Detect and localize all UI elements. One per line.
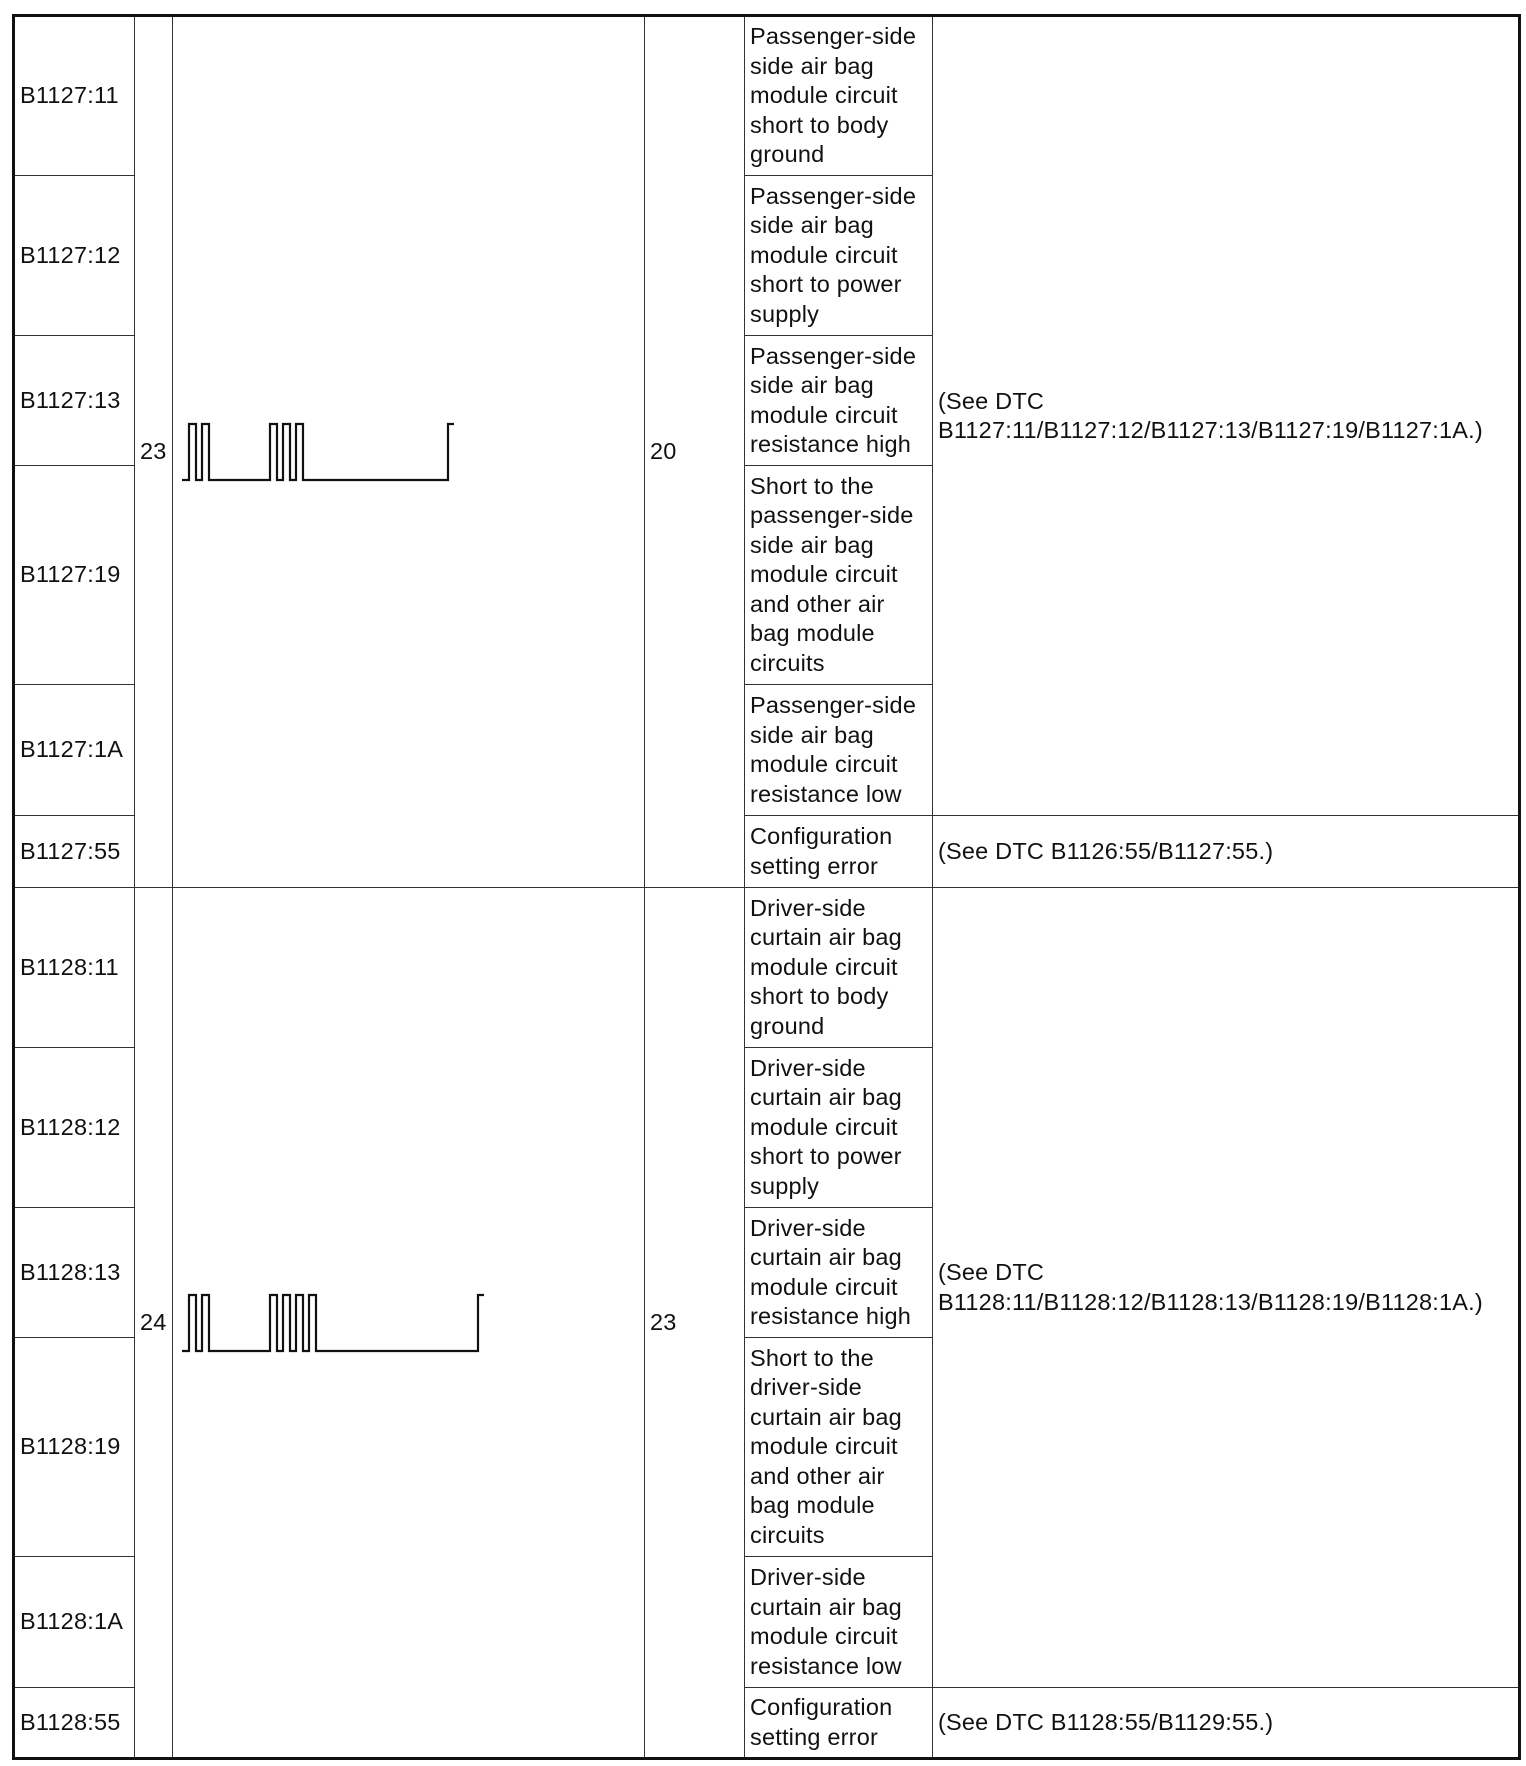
dtc-remark: (See DTC B1128:55/B1129:55.)	[933, 1688, 1520, 1759]
dtc-description: Driver-side curtain air bag module circuit short to body ground	[745, 888, 933, 1048]
dtc-code: B1128:19	[14, 1338, 135, 1557]
dtc-description: Passenger-side side air bag module circuit resistance high	[745, 336, 933, 466]
dtc-remark: (See DTC B1127:11/B1127:12/B1127:13/B1127:19/B1127:1A.)	[933, 16, 1520, 816]
table-row	[14, 16, 1520, 176]
dtc-number: 23	[645, 888, 745, 1759]
dtc-code: B1128:12	[14, 1048, 135, 1208]
dtc-description: Configuration setting error	[745, 1688, 933, 1759]
dtc-code: B1127:19	[14, 466, 135, 685]
dtc-number: 20	[645, 16, 745, 888]
dtc-table	[12, 14, 1521, 1760]
dtc-description: Driver-side curtain air bag module circuit resistance high	[745, 1208, 933, 1338]
blink-pattern-icon	[178, 1288, 498, 1358]
dtc-code: B1127:13	[14, 336, 135, 466]
table-row	[14, 888, 1520, 1048]
dtc-description: Short to the passenger-side side air bag module circuit and other air bag module circuits	[745, 466, 933, 685]
waveform-cell	[173, 888, 645, 1759]
blink-pattern-icon	[178, 417, 468, 487]
dtc-description: Passenger-side side air bag module circuit short to power supply	[745, 176, 933, 336]
flash-count: 23	[135, 16, 173, 888]
dtc-code: B1128:13	[14, 1208, 135, 1338]
dtc-code: B1128:11	[14, 888, 135, 1048]
dtc-remark: (See DTC B1128:11/B1128:12/B1128:13/B1128:19/B1128:1A.)	[933, 888, 1520, 1688]
dtc-description: Short to the driver-side curtain air bag module circuit and other air bag module circuits	[745, 1338, 933, 1557]
flash-count: 24	[135, 888, 173, 1759]
dtc-description: Driver-side curtain air bag module circuit resistance low	[745, 1557, 933, 1688]
dtc-code: B1127:11	[14, 16, 135, 176]
waveform-cell	[173, 16, 645, 888]
dtc-code: B1127:12	[14, 176, 135, 336]
dtc-code: B1127:55	[14, 816, 135, 888]
dtc-code: B1127:1A	[14, 685, 135, 816]
dtc-remark: (See DTC B1126:55/B1127:55.)	[933, 816, 1520, 888]
dtc-code: B1128:55	[14, 1688, 135, 1759]
dtc-description: Passenger-side side air bag module circuit short to body ground	[745, 16, 933, 176]
dtc-description: Configuration setting error	[745, 816, 933, 888]
dtc-description: Driver-side curtain air bag module circuit short to power supply	[745, 1048, 933, 1208]
dtc-description: Passenger-side side air bag module circuit resistance low	[745, 685, 933, 816]
dtc-code: B1128:1A	[14, 1557, 135, 1688]
